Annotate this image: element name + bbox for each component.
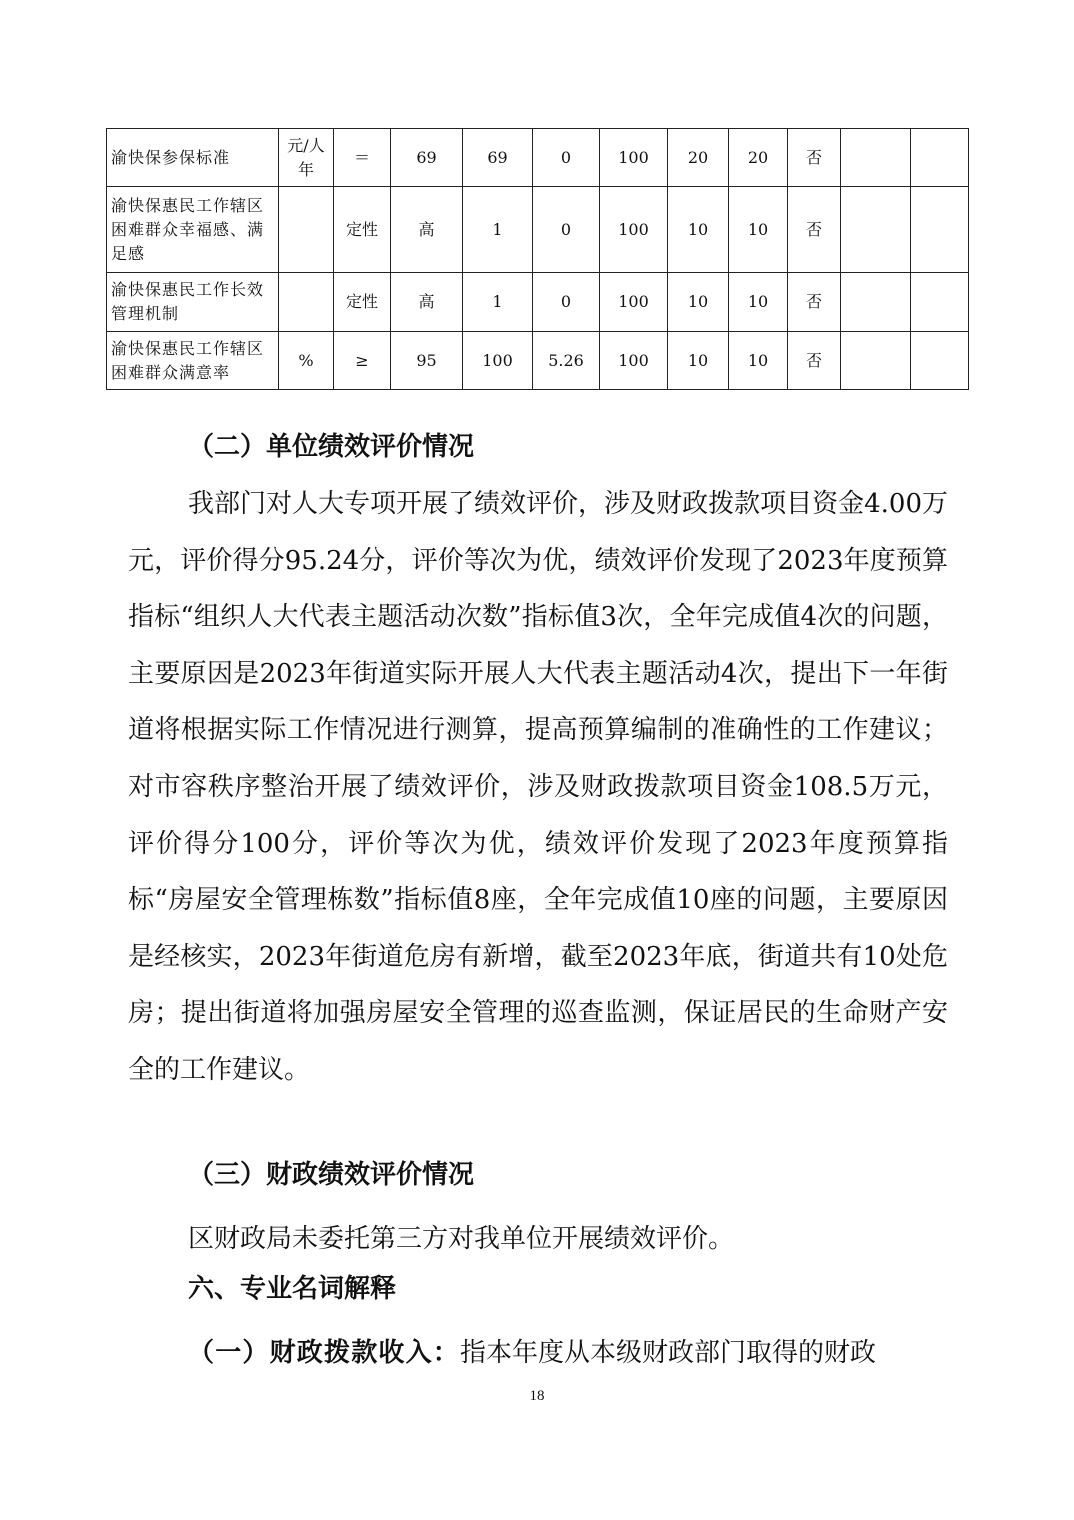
section2-heading: （二）单位绩效评价情况: [188, 432, 475, 462]
cell-score: 10: [729, 332, 788, 390]
cell-flag: 否: [788, 332, 841, 390]
cell-actual: 1: [463, 273, 533, 332]
cell-flag: 否: [788, 273, 841, 332]
performance-table: [106, 128, 969, 390]
cell-rate: 100: [600, 187, 668, 273]
section6-heading: 六、专业名词解释: [188, 1274, 397, 1304]
cell-deviation: 0: [533, 273, 600, 332]
cell-flag: 否: [788, 129, 841, 187]
cell-weight: 10: [668, 273, 729, 332]
cell-indicator: 渝快保惠民工作辖区困难群众幸福感、满足感: [107, 187, 279, 273]
cell-c12: [911, 332, 969, 390]
table-row: [107, 332, 969, 390]
cell-c11: [841, 187, 911, 273]
cell-score: 10: [729, 273, 788, 332]
cell-score: 10: [729, 187, 788, 273]
section2-paragraph: 我部门对人大专项开展了绩效评价，涉及财政拨款项目资金4.00万元，评价得分95.24分，评价等次为优，绩效评价发现了2023年度预算指标“组织人大代表主题活动次数”指标值3次，全年完成值4次的问题，主要原因是2023年街道实际开展人大代表主题活动4次，提出下一年街道将根据实际工作情况进行测算，提高预算编制的准确性的工作建议；对市容秩序整治开展了绩效评价，涉及财政拨款项目资金108.5万元，评价得分100分，评价等次为优，绩效评价发现了2023年度预算指标“房屋安全管理栋数”指标值8座，全年完成值10座的问题，主要原因是经核实，2023年街道危房有新增，截至2023年底，街道共有10处危房；提出街道将加强房屋安全管理的巡查监测，保证居民的生命财产安全的工作建议。: [128, 489, 948, 1085]
cell-rate: 100: [600, 332, 668, 390]
cell-weight: 10: [668, 187, 729, 273]
cell-deviation: 0: [533, 129, 600, 187]
cell-indicator: 渝快保参保标准: [107, 129, 279, 187]
cell-unit: [279, 187, 334, 273]
term-label: （一）财政拨款收入：: [188, 1338, 461, 1368]
cell-weight: 10: [668, 332, 729, 390]
cell-actual: 69: [463, 129, 533, 187]
section3-paragraph: 区财政局未委托第三方对我单位开展绩效评价。: [188, 1224, 735, 1254]
cell-target: 高: [391, 187, 463, 273]
cell-target: 95: [391, 332, 463, 390]
cell-op: 定性: [334, 273, 391, 332]
cell-c11: [841, 129, 911, 187]
cell-unit: %: [279, 332, 334, 390]
cell-unit: 元/人年: [279, 129, 334, 187]
cell-flag: 否: [788, 187, 841, 273]
cell-target: 高: [391, 273, 463, 332]
cell-op: ＝: [334, 129, 391, 187]
cell-deviation: 5.26: [533, 332, 600, 390]
cell-c11: [841, 273, 911, 332]
cell-target: 69: [391, 129, 463, 187]
table-row: [107, 129, 969, 187]
section3-heading: （三）财政绩效评价情况: [188, 1160, 475, 1190]
cell-c12: [911, 187, 969, 273]
cell-indicator: 渝快保惠民工作辖区困难群众满意率: [107, 332, 279, 390]
table-row: [107, 273, 969, 332]
cell-op: ≥: [334, 332, 391, 390]
cell-deviation: 0: [533, 187, 600, 273]
section6-term-paragraph: [128, 1325, 948, 1381]
cell-actual: 100: [463, 332, 533, 390]
page-number: 18: [529, 1388, 545, 1404]
cell-c12: [911, 273, 969, 332]
cell-score: 20: [729, 129, 788, 187]
cell-rate: 100: [600, 129, 668, 187]
cell-c12: [911, 129, 969, 187]
table-row: [107, 187, 969, 273]
cell-weight: 20: [668, 129, 729, 187]
cell-c11: [841, 332, 911, 390]
term-definition: 指本年度从本级财政部门取得的财政: [460, 1338, 877, 1368]
cell-actual: 1: [463, 187, 533, 273]
cell-indicator: 渝快保惠民工作长效管理机制: [107, 273, 279, 332]
cell-rate: 100: [600, 273, 668, 332]
cell-unit: [279, 273, 334, 332]
cell-op: 定性: [334, 187, 391, 273]
